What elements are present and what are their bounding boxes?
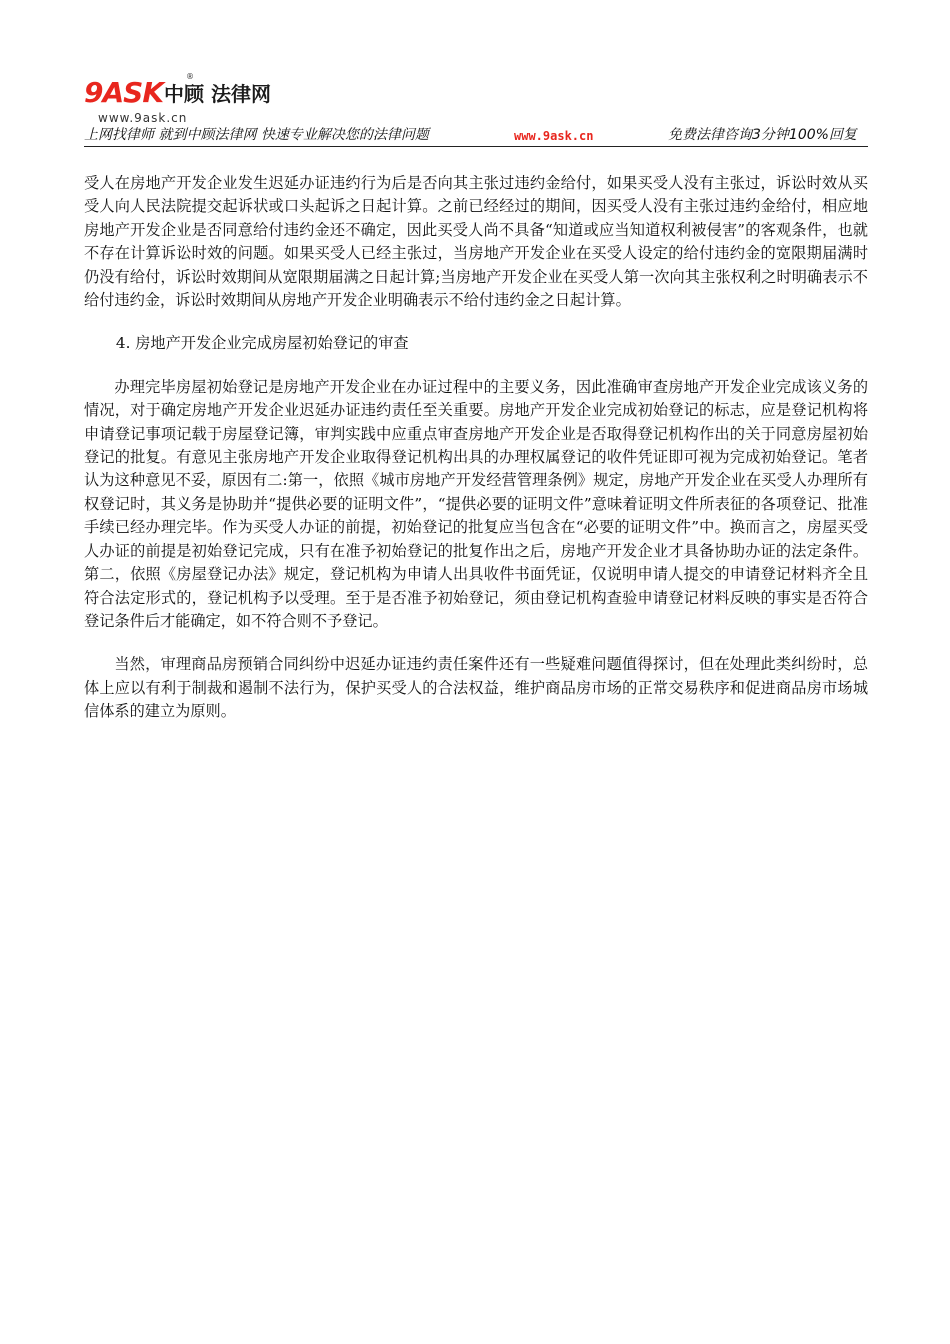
tagline-right: 免费法律咨询3分钟100%回复 (668, 127, 857, 143)
page-header (84, 72, 868, 148)
logo-name: 中顾 法律网 (164, 82, 271, 106)
registered-icon: ® (186, 72, 194, 81)
spacer (84, 312, 868, 332)
paragraph-continuation: 受人在房地产开发企业发生迟延办证违约行为后是否向其主张过违约金给付，如果买受人没有主张过，诉讼时效从买受人向人民法院提交起诉状或口头起诉之日起计算。之前已经经过的期间，因买受人没有主张过违约金给付，相应地房地产开发企业是否同意给付违约金还不确定，因此买受人尚不具备“知道或应当知道权利被侵害”的客观条件，也就不存在计算诉讼时效的问题。如果买受人已经主张过，当房地产开发企业在买受人设定的给付违约金的宽限期届满时仍没有给付，诉讼时效期间从宽限期届满之日起计算;当房地产开发企业在买受人第一次向其主张权利之时明确表示不给付违约金，诉讼时效期间从房地产开发企业明确表示不给付违约金之日起计算。 (84, 174, 868, 310)
logo-mark: 9ASK (84, 76, 164, 109)
logo-url: www.9ask.cn (98, 111, 188, 125)
paragraph-conclusion: 当然，审理商品房预销合同纠纷中迟延办证违约责任案件还有一些疑难问题值得探讨，但在处理此类纠纷时，总体上应以有利于制裁和遏制不法行为，保护买受人的合法权益，维护商品房市场的正常交易秩序和促进商品房市场城信体系的建立为原则。 (84, 655, 868, 721)
paragraph-initial-registration: 办理完毕房屋初始登记是房地产开发企业在办证过程中的主要义务，因此准确审查房地产开发企业完成该义务的情况，对于确定房地产开发企业迟延办证违约责任至关重要。房地产开发企业完成初始登记的标志，应是登记机构将申请登记事项记载于房屋登记簿，审判实践中应重点审查房地产开发企业是否取得登记机构作出的关于同意房屋初始登记的批复。有意见主张房地产开发企业取得登记机构出具的办理权属登记的收件凭证即可视为完成初始登记。笔者认为这种意见不妥，原因有二:第一，依照《城市房地产开发经营管理条例》规定，房地产开发企业在买受人办理所有权登记时，其义务是协助并“提供必要的证明文件”，“提供必要的证明文件”意味着证明文件所表征的各项登记、批准手续已经办理完毕。作为买受人办证的前提，初始登记的批复应当包含在“必要的证明文件”中。换而言之，房屋买受人办证的前提是初始登记完成，只有在准予初始登记的批复作出之后，房地产开发企业才具备协助办证的法定条件。第二，依照《房屋登记办法》规定，登记机构为申请人出具收件书面凭证，仅说明申请人提交的申请登记材料齐全且符合法定形式的，登记机构予以受理。至于是否准予初始登记，须由登记机构查验申请登记材料反映的事实是否符合登记条件后才能确定，如不符合则不予登记。 (84, 377, 868, 630)
tagline-left: 上网找律师 就到中顾法律网 快速专业解决您的法律问题 (84, 127, 429, 143)
section-heading-4: 4. 房地产开发企业完成房屋初始登记的审查 (115, 334, 409, 353)
tagline-url-link[interactable]: www.9ask.cn (514, 129, 594, 143)
spacer (84, 356, 868, 376)
spacer (84, 633, 868, 653)
article-body (84, 172, 868, 724)
tagline-bar (84, 126, 868, 147)
site-logo[interactable] (84, 72, 344, 125)
